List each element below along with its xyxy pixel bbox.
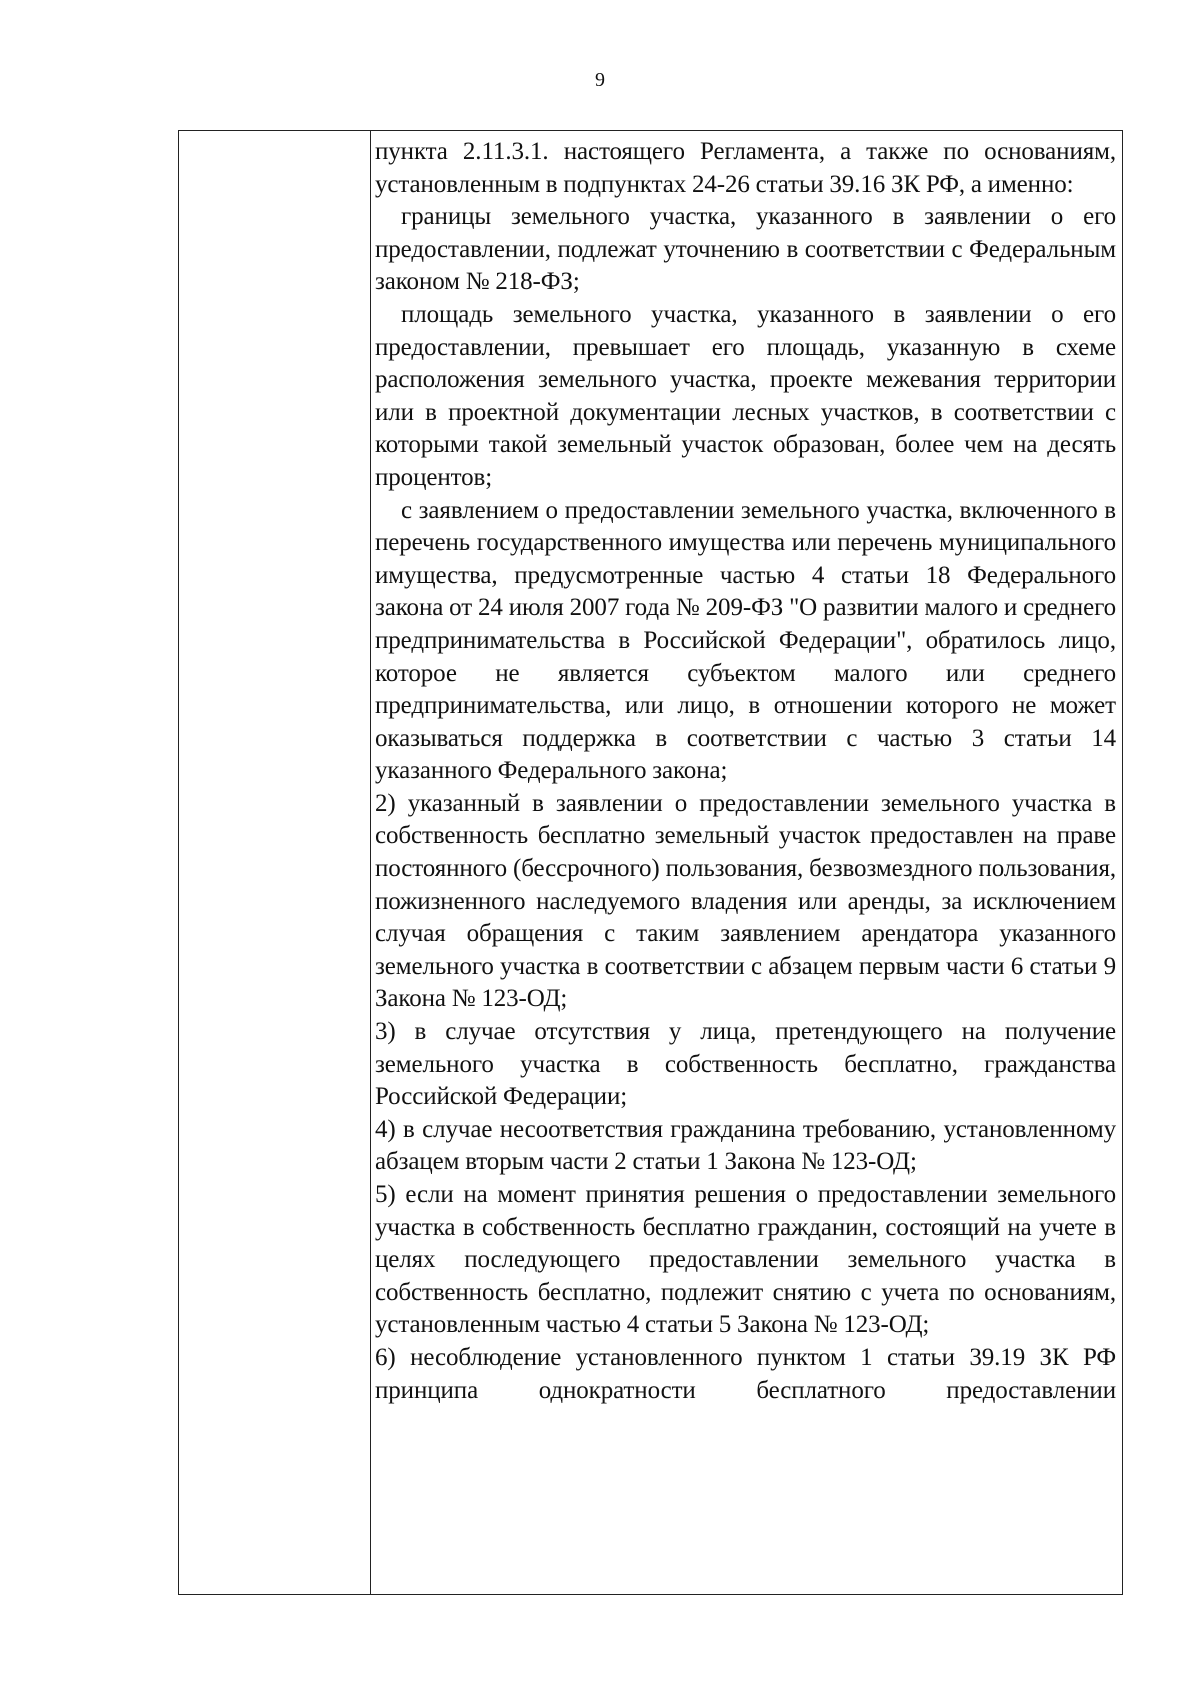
table-right-cell [371, 131, 1122, 1594]
list-item-4: 4) в случае несоответствия гражданина требованию, установленному абзацем вторым части 2 статьи 1 Закона № 123-ОД; [375, 1115, 1116, 1176]
paragraph-small-business: с заявлением о предоставлении земельного участка, включенного в перечень государственного имущества или перечень муниципального имущества, предусмотренные частью 4 статьи 18 Федерального закона от 24 июля 2007 года № 209-ФЗ "О развитии малого и среднего предпринимательства в Российской Федерации", обратилось лицо, которое не является субъектом малого или среднего предпринимательства, или лицо, в отношении которого не может оказываться поддержка в соответствии с частью 3 статьи 14 указанного Федерального закона; [375, 496, 1116, 785]
page-number: 9 [595, 69, 605, 91]
content-table [178, 130, 1123, 1595]
list-item-3: 3) в случае отсутствия у лица, претендующего на получение земельного участка в собственность бесплатно, гражданства Российской Федерации; [375, 1018, 1116, 1111]
paragraph-area-excess: площадь земельного участка, указанного в заявлении о его предоставлении, превышает его площадь, указанную в схеме расположения земельного участка, проекте межевания территории или в проектной документации лесных участков, в соответствии с которыми такой земельный участок образован, более чем на десять процентов; [375, 300, 1116, 491]
paragraph-boundaries: границы земельного участка, указанного в заявлении о его предоставлении, подлежат уточнению в соответствии с Федеральным законом № 218-ФЗ; [375, 203, 1116, 296]
list-item-6: 6) несоблюдение установленного пунктом 1 статьи 39.19 ЗК РФ принципа однократности бесплатного предоставлении [375, 1343, 1116, 1404]
table-left-cell [179, 131, 371, 1594]
list-item-5: 5) если на момент принятия решения о предоставлении земельного участка в собственность бесплатно гражданин, состоящий на учете в целях последующего предоставлении земельного участка в собственность бесплатно, подлежит снятию с учета по основаниям, установленным частью 4 статьи 5 Закона № 123-ОД; [375, 1181, 1116, 1339]
paragraph-regulation-reference: пункта 2.11.3.1. настоящего Регламента, а также по основаниям, установленным в подпунктах 24-26 статьи 39.16 ЗК РФ, а именно: [375, 138, 1116, 198]
list-item-2: 2) указанный в заявлении о предоставлении земельного участка в собственность бесплатно земельный участок предоставлен на праве постоянного (бессрочного) пользования, безвозмездного пользования, пожизненного наследуемого владения или аренды, за исключением случая обращения с таким заявлением арендатора указанного земельного участка в соответствии с абзацем первым части 6 статьи 9 Закона № 123-ОД; [375, 789, 1116, 1013]
